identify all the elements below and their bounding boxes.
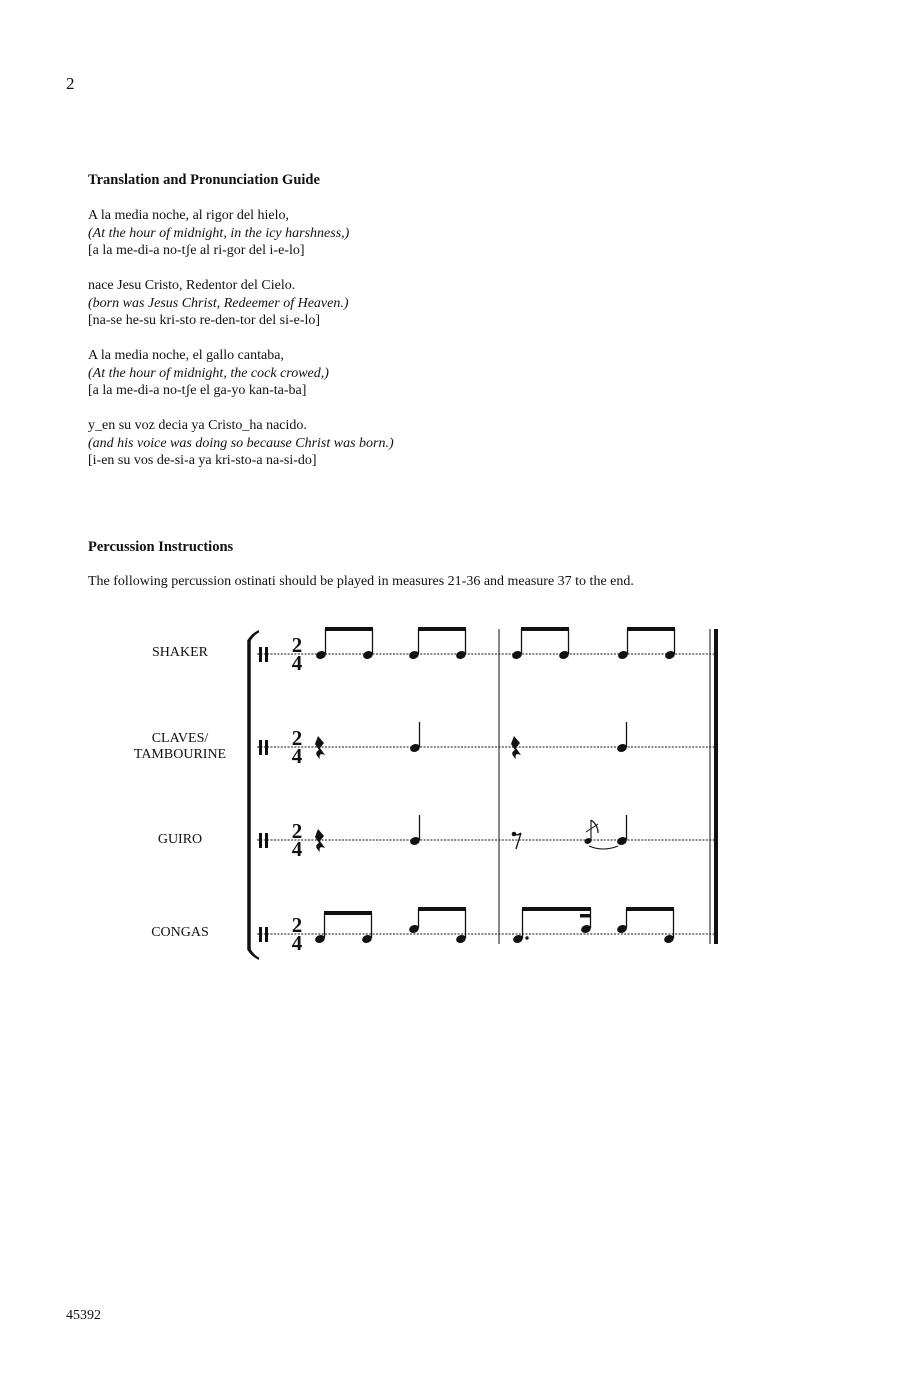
percussion-instructions: The following percussion ostinati should be played in measures 21-36 and measure 37 to the end. (88, 574, 634, 589)
instrument-label-shaker: SHAKER (151, 645, 208, 660)
verse-pronunciation: [i-en su vos de-si-a ya kri-sto-a na-si-do] (88, 453, 317, 468)
verse-pronunciation: [na-se he-su kri-sto re-den-tor del si-e-lo] (88, 313, 321, 328)
percussion-heading: Percussion Instructions (88, 539, 234, 555)
time-signature-bottom: 4 (291, 651, 303, 675)
instrument-label-congas: CONGAS (151, 925, 209, 940)
guiro-rhythm (315, 815, 628, 852)
tie (589, 846, 618, 849)
percussion-clef-icon (259, 647, 262, 662)
eighth-note-pair (617, 627, 676, 660)
time-signature-top: 2 (291, 819, 303, 843)
eighth-note-pair (315, 627, 374, 660)
time-signature-top: 2 (291, 913, 303, 937)
instrument-label-guiro: GUIRO (157, 832, 203, 847)
publication-code: 45392 (66, 1308, 101, 1323)
translation-heading: Translation and Pronunciation Guide (88, 172, 320, 188)
dotted-eighth-sixteenth (512, 907, 592, 944)
percussion-clef-icon (259, 927, 262, 942)
instrument-label-claves-tambourine: CLAVES/ TAMBOURINE (133, 731, 227, 762)
staff-lines (257, 654, 719, 934)
percussion-clef-icon (259, 740, 262, 755)
eighth-note-pair (511, 627, 570, 660)
percussion-clef-icon (259, 833, 262, 848)
verse-translation: (born was Jesus Christ, Redeemer of Heaven.) (88, 295, 349, 311)
verse-translation: (At the hour of midnight, the cock crowed,) (88, 365, 329, 381)
page-number: 2 (66, 74, 75, 93)
eighth-note-pair (314, 911, 373, 944)
verse-pronunciation: [a la me-di-a no-tʃe al ri-gor del i-e-lo] (88, 243, 305, 258)
verse-spanish: A la media noche, el gallo cantaba, (88, 348, 284, 363)
barlines (499, 629, 716, 944)
time-signature-bottom: 4 (291, 837, 303, 861)
time-signature-top: 2 (291, 726, 303, 750)
verse-translation: (At the hour of midnight, in the icy harshness,) (88, 225, 350, 241)
time-signature-bottom: 4 (291, 931, 303, 955)
eighth-note-pair (616, 907, 675, 944)
shaker-rhythm (315, 627, 676, 660)
time-signature-top: 2 (291, 633, 303, 657)
eighth-note-pair (408, 627, 467, 660)
time-signature-bottom: 4 (291, 744, 303, 768)
grace-note (584, 820, 598, 845)
system-bracket (248, 630, 260, 960)
verse-spanish: A la media noche, al rigor del hielo, (88, 208, 289, 223)
congas-rhythm (314, 907, 675, 944)
verse-spanish: nace Jesu Cristo, Redentor del Cielo. (88, 278, 296, 293)
verse-translation: (and his voice was doing so because Christ was born.) (88, 435, 394, 451)
eighth-note-pair (408, 907, 467, 944)
verse-spanish: y_en su voz decia ya Cristo_ha nacido. (88, 418, 307, 433)
verse-pronunciation: [a la me-di-a no-tʃe el ga-yo kan-ta-ba] (88, 383, 307, 398)
percussion-clefs (259, 647, 268, 942)
claves-rhythm (315, 722, 628, 759)
